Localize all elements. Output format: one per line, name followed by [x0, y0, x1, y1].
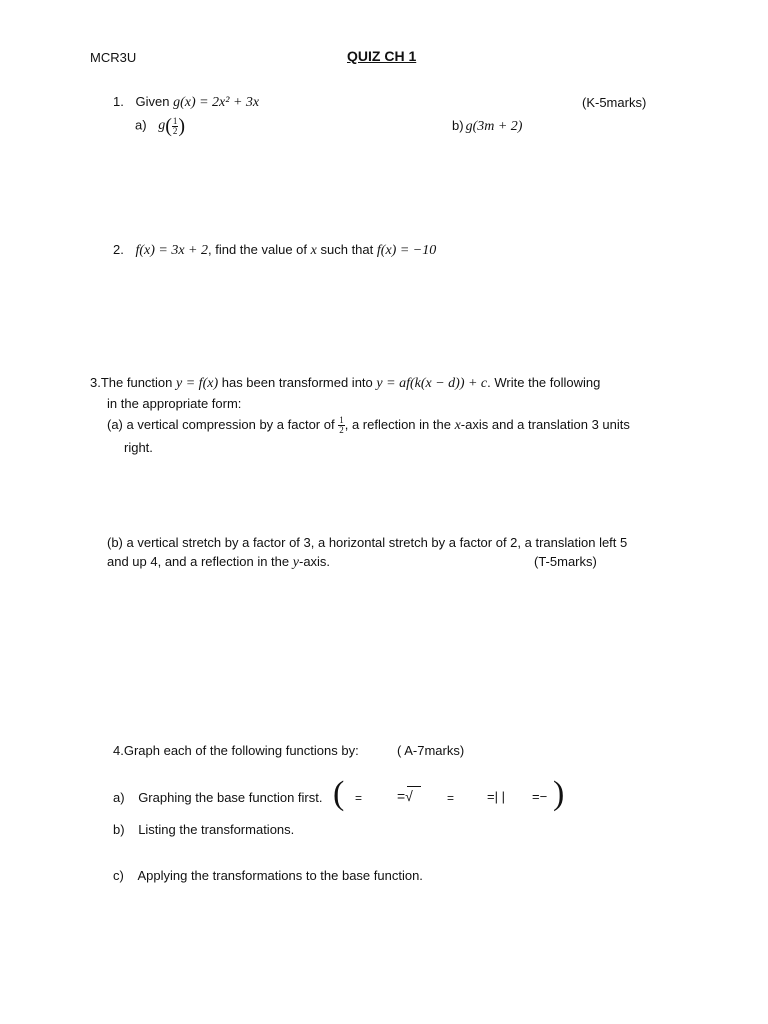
question-3b-line-1: (b) a vertical stretch by a factor of 3, a horizontal stretch by a factor of 2, a translation left 5 [107, 535, 628, 550]
question-4c-text: Applying the transformations to the base function. [137, 868, 423, 883]
question-3b-text-1: and up 4, and a reflection in the [107, 554, 290, 569]
question-1-lead: Given [135, 94, 170, 109]
question-4a-text: Graphing the base function first. [138, 790, 323, 805]
question-3b-line-2 [107, 554, 330, 571]
fraction-numerator: 1 [339, 415, 344, 425]
question-3-lead: 3.The function [90, 375, 173, 390]
question-3-marks: (T-5marks) [534, 554, 597, 569]
question-1b-expression: g(3m + 2) [465, 119, 523, 134]
question-1a-label: a) [135, 117, 147, 133]
base-function-quadratic: = [447, 791, 455, 805]
question-3-function-2: y = af(k(x − d)) + c [376, 376, 488, 391]
question-3-function-1: y = f(x) [176, 376, 219, 391]
question-1-line [113, 94, 259, 111]
base-function-linear: = [355, 791, 363, 805]
base-function-sqrt: =√ [397, 788, 413, 804]
question-3b-text-2: -axis. [298, 554, 331, 569]
question-4b-label: b) [113, 822, 125, 837]
question-1a-func: g [158, 118, 166, 134]
question-1b [452, 118, 522, 135]
question-2-variable: x [310, 243, 317, 258]
question-3a-line-1 [107, 416, 630, 435]
open-paren-icon: ( [165, 115, 172, 137]
question-2-expression-1: f(x) = 3x + 2 [135, 243, 209, 258]
close-paren-icon: ) [553, 775, 565, 812]
question-4-marks: ( A-7marks) [397, 743, 465, 758]
question-3-line-1 [90, 375, 600, 392]
question-1-number: 1. [113, 94, 124, 109]
question-3a-text-3: -axis and a translation 3 units [460, 416, 630, 432]
question-3-tail: . Write the following [487, 375, 601, 390]
question-4c-label: c) [113, 868, 124, 883]
fraction-denominator: 2 [172, 125, 178, 136]
question-4a [113, 790, 322, 805]
page-title: QUIZ CH 1 [347, 48, 417, 64]
base-function-absolute: =| | [487, 789, 505, 804]
sqrt-bar-icon [407, 786, 421, 787]
question-1-marks: (K-5marks) [582, 95, 647, 110]
question-1a [135, 116, 185, 136]
question-3-line-2: in the appropriate form: [107, 396, 242, 411]
fraction-denominator: 2 [339, 425, 344, 435]
open-paren-icon: ( [333, 775, 345, 812]
question-4b [113, 822, 294, 837]
question-3b-variable: y [292, 555, 299, 570]
question-3-text: has been transformed into [221, 375, 373, 390]
fraction-numerator: 1 [172, 115, 178, 126]
question-3a-text-2: , a reflection in the [344, 416, 451, 432]
base-function-reciprocal: =− [532, 789, 548, 804]
question-3a-text-1: (a) a vertical compression by a factor of [107, 416, 335, 432]
question-4b-text: Listing the transformations. [138, 822, 295, 837]
question-2-text-1: , find the value of [208, 242, 308, 257]
question-1b-label: b) [452, 118, 464, 133]
question-2-expression-2: f(x) = −10 [376, 243, 437, 258]
close-paren-icon: ) [178, 115, 186, 137]
question-3a-line-2: right. [124, 440, 153, 455]
course-code: MCR3U [90, 50, 137, 65]
question-2-line [113, 242, 436, 259]
question-3a-variable: x [454, 417, 461, 433]
question-1-expression: g(x) = 2x² + 3x [173, 95, 260, 110]
question-4-lead: 4.Graph each of the following functions by: [113, 743, 359, 758]
question-2-number: 2. [113, 242, 124, 257]
question-4c [113, 868, 423, 883]
question-4a-label: a) [113, 790, 125, 805]
base-functions-list [333, 776, 565, 818]
question-2-text-2: such that [320, 242, 374, 257]
